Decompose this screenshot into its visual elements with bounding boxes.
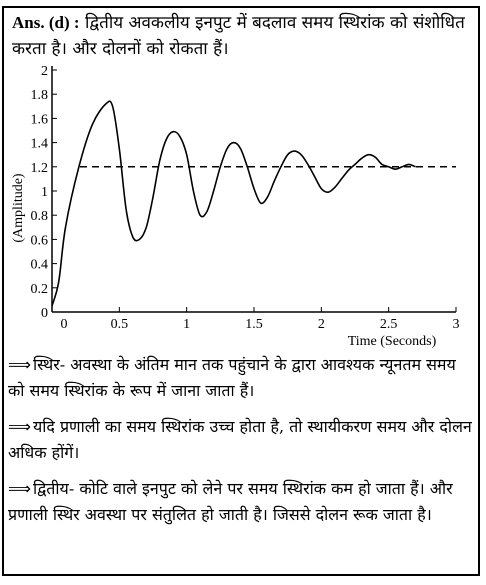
y-tick-label: 0.8: [30, 209, 48, 225]
y-tick-label: 1.8: [30, 88, 48, 104]
x-tick-label: 2.5: [379, 317, 398, 332]
y-tick-label: 0.4: [30, 257, 48, 273]
note-1: [8, 352, 474, 404]
y-tick-label: 0.2: [30, 281, 48, 297]
y-tick-label: 1: [41, 185, 48, 200]
answer-text: द्वितीय अवकलीय इनपुट में बदलाव समय स्थिरांक को संशोधित करता है। और दोलनों को रोकता हैं।: [12, 13, 465, 59]
note-3: [8, 476, 474, 528]
answer-heading: [12, 10, 472, 62]
y-tick-label: 1.4: [30, 136, 48, 152]
answer-label: Ans. (d) :: [12, 13, 80, 32]
y-tick-label: 1.6: [30, 112, 48, 128]
note-text: यदि प्रणाली का समय स्थिरांक उच्च होता है, तो स्थायीकरण समय और दोलन अधिक होंगें।: [8, 417, 472, 462]
amplitude-chart: [0, 58, 486, 348]
implies-arrow-icon: ⟹: [8, 417, 31, 436]
x-tick-label: 1: [183, 317, 191, 332]
response-curve: [52, 101, 416, 306]
y-tick-label: 0.6: [30, 233, 48, 249]
y-axis-label: (Amplitude): [11, 173, 26, 243]
note-text: द्वितीय- कोटि वाले इनपुट को लेने पर समय स्थिरांक कम हो जाता हैं। और प्रणाली स्थिर अवस्था पर संतुलित हो जाती है। जिससे दोलन रूक जाता है।: [8, 479, 453, 524]
note-text: स्थिर- अवस्था के अंतिम मान तक पहुंचाने के द्वारा आवश्यक न्यूनतम समय को समय स्थिरांक के रूप में जाना जाता हैं।: [8, 355, 456, 400]
x-tick-label: 3: [452, 317, 460, 332]
y-tick-label: 0: [41, 306, 48, 321]
x-axis-label: Time (Seconds): [347, 334, 437, 348]
x-tick-label: 2: [317, 317, 325, 332]
implies-arrow-icon: ⟹: [8, 355, 31, 374]
y-tick-label: 2: [41, 64, 48, 79]
x-tick-label: 0.5: [110, 317, 129, 332]
implies-arrow-icon: ⟹: [8, 479, 31, 498]
note-2: [8, 414, 474, 466]
x-tick-label: 0: [60, 317, 68, 332]
y-tick-label: 1.2: [30, 160, 48, 176]
x-tick-label: 1.5: [245, 317, 263, 332]
